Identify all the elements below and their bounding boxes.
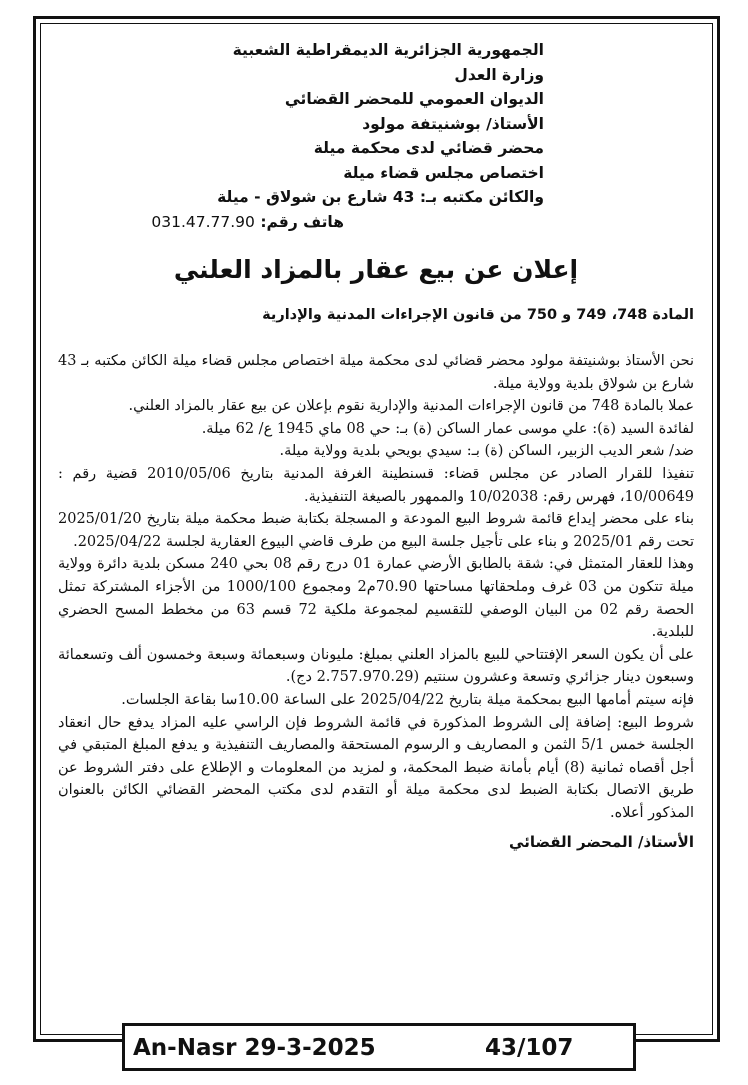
header-office: الديوان العمومي للمحضر القضائي xyxy=(284,90,544,108)
paragraph-legal-basis: عملا بالمادة 748 من قانون الإجراءات المدنية والإدارية نقوم بإعلان عن بيع عقار بالمزاد العلني. xyxy=(128,398,694,415)
publication-footer xyxy=(122,1023,636,1071)
paragraph-property: وهذا للعقار المتمثل في: شقة بالطابق الأرضي عمارة 01 درج رقم 08 بحي 240 مسكن بلدية دائرة وولاية ميلة تتكون من 03 غرف وملحقاتها مساحتها 70.90م2 ومجموع 1000/100 من الأجزاء المشتركة تمثل الحصة رقم 02 من البيان الوصفي للتقسيم لمجموعة ملكية 72 قسم 63 من مخطط المسح الحضري للبلدية. xyxy=(58,556,694,641)
header-address: والكائن مكتبه بـ: 43 شارع بن شولاق - ميلة xyxy=(217,188,544,206)
header-bailiff-court: محضر قضائي لدى محكمة ميلة xyxy=(313,139,544,157)
header-ministry: وزارة العدل xyxy=(454,65,544,84)
paragraph-sale-date: فإنه سيتم أمامها البيع بمحكمة ميلة بتاريخ 2025/04/22 على الساعة 10.00سا بقاعة الجلسات. xyxy=(121,691,694,708)
legal-reference: المادة 748، 749 و 750 من قانون الإجراءات المدنية والإدارية xyxy=(262,307,694,323)
paragraph-debtor: ضد/ شعر الديب الزبير، الساكن (ة) بـ: سيدي بويحي بلدية وولاية ميلة. xyxy=(279,443,694,460)
announcement xyxy=(58,38,694,851)
paragraph-opening-price: على أن يكون السعر الإفتتاحي للبيع بالمزاد العلني بمبلغ: مليونان وسبعمائة وسبعة وخمسون ألف وتسعمائة وسبعون دينار جزائري وتسعة وعشرون سنتيم (2.757.970.29 دج). xyxy=(58,646,694,686)
phone-label: هاتف رقم: xyxy=(260,212,344,231)
paragraph-creditor: لفائدة السيد (ة): علي موسى عمار الساكن (ة) بـ: حي 08 ماي 1945 ع/ 62 ميلة. xyxy=(201,420,694,437)
bailiff-header xyxy=(58,38,694,234)
header-republic: الجمهورية الجزائرية الديمقراطية الشعبية xyxy=(232,41,544,59)
header-phone xyxy=(58,210,544,235)
page-number: 43/107 xyxy=(485,1035,574,1061)
paragraph-judgment: تنفيذا للقرار الصادر عن مجلس قضاء: قسنطينة الغرفة المدنية بتاريخ 2010/05/06 قضية رقم : 10/00649، فهرس رقم: 10/02038 والممهور بالصيغة التنفيذية. xyxy=(58,465,694,505)
publication-date: An-Nasr 29-3-2025 xyxy=(133,1035,376,1061)
paragraph-conditions-deposit: بناء على محضر إيداع قائمة شروط البيع المودعة و المسجلة بكتابة ضبط محكمة ميلة بتاريخ 2025/01/20 تحت رقم 2025/01 و بناء على تأجيل جلسة البيع من طرف قاضي البيوع العقارية لجلسة 2025/04/22. xyxy=(58,511,694,550)
signature: الأستاذ/ المحضر القضائي xyxy=(509,833,694,852)
announcement-title: إعلان عن بيع عقار بالمزاد العلني xyxy=(173,255,579,284)
paragraph-sale-conditions: شروط البيع: إضافة إلى الشروط المذكورة في قائمة الشروط فإن الراسي عليه المزاد يدفع حال انعقاد الجلسة خمس 5/1 الثمن و المصاريف و الرسوم المستحقة والمصاريف التنفيذية و يدفع المبلغ المتبقي في أجل أقصاه ثمانية (8) أيام بأمانة ضبط المحكمة، و لمزيد من المعلومات و الإطلاع على دفتر الشروط عن طريق الاتصال بكتابة الضبط لدى محكمة ميلة أو التقدم لدى مكتب المحضر القضائي الكائن بالعنوان المذكور أعلاه. xyxy=(58,714,694,821)
announcement-body xyxy=(58,350,694,824)
paragraph-bailiff: نحن الأستاذ بوشنيتفة مولود محضر قضائي لدى محكمة ميلة اختصاص مجلس قضاء ميلة الكائن مكتبه بـ 43 شارع بن شولاق بلدية وولاية ميلة. xyxy=(58,353,694,392)
header-jurisdiction: اختصاص مجلس قضاء ميلة xyxy=(343,163,544,182)
header-bailiff-name: الأستاذ/ بوشنيتفة مولود xyxy=(362,114,544,133)
phone-number: 031.47.77.90 xyxy=(151,212,255,231)
